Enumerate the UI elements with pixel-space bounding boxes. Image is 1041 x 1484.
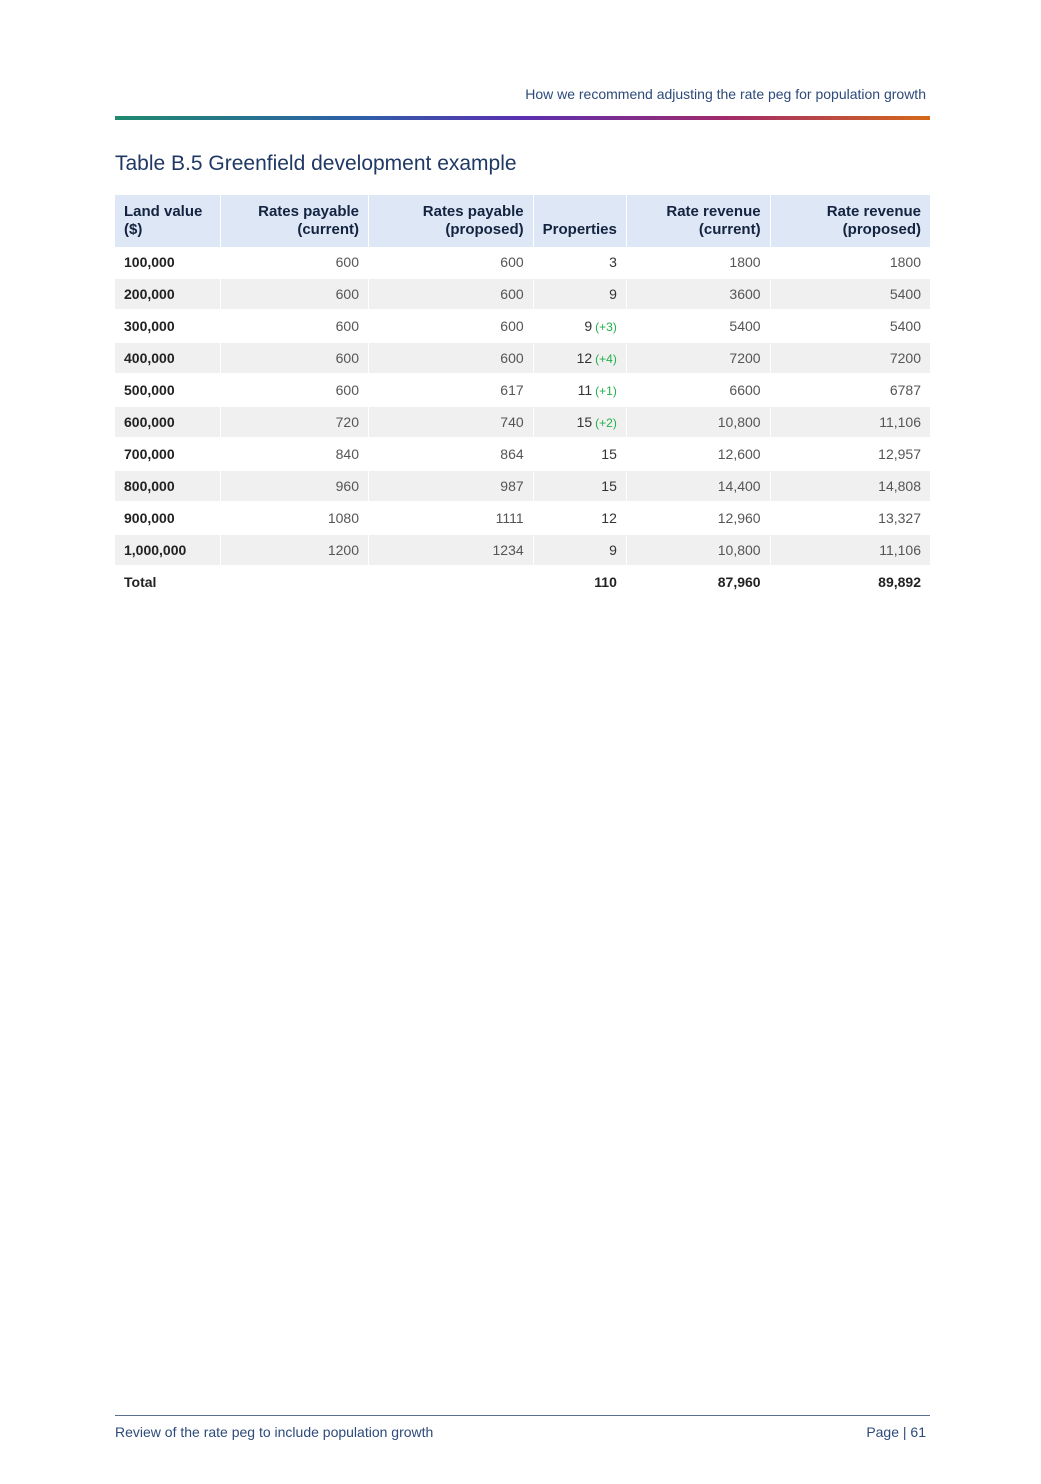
greenfield-table <box>115 195 930 599</box>
land-value-cell: 400,000 <box>115 342 221 374</box>
total-empty-cell <box>221 566 369 598</box>
properties-count: 9 <box>609 542 617 558</box>
table-row <box>115 406 930 438</box>
land-value-cell: 1,000,000 <box>115 534 221 566</box>
properties-cell <box>533 278 626 310</box>
properties-cell <box>533 534 626 566</box>
footer-document-title: Review of the rate peg to include population growth <box>115 1424 434 1440</box>
land-value-cell: 800,000 <box>115 470 221 502</box>
revenue-current-cell: 1800 <box>626 247 770 278</box>
footer-rule <box>115 1415 930 1416</box>
revenue-proposed-cell: 6787 <box>770 374 930 406</box>
revenue-proposed-cell: 11,106 <box>770 534 930 566</box>
rates-current-cell: 720 <box>221 406 369 438</box>
header-gradient-rule <box>115 116 930 120</box>
properties-count: 9 <box>584 318 593 334</box>
rates-current-cell: 1200 <box>221 534 369 566</box>
revenue-proposed-cell: 14,808 <box>770 470 930 502</box>
rates-current-cell: 840 <box>221 438 369 470</box>
rates-proposed-cell: 600 <box>369 342 534 374</box>
properties-count: 9 <box>609 286 617 302</box>
col-header-revenue-current: Rate revenue (current) <box>626 195 770 247</box>
rates-current-cell: 960 <box>221 470 369 502</box>
land-value-cell: 200,000 <box>115 278 221 310</box>
rates-current-cell: 600 <box>221 278 369 310</box>
rates-current-cell: 600 <box>221 310 369 342</box>
rates-proposed-cell: 600 <box>369 278 534 310</box>
revenue-current-cell: 10,800 <box>626 534 770 566</box>
rates-current-cell: 1080 <box>221 502 369 534</box>
land-value-cell: 600,000 <box>115 406 221 438</box>
revenue-current-cell: 12,600 <box>626 438 770 470</box>
properties-cell <box>533 374 626 406</box>
land-value-cell: 100,000 <box>115 247 221 278</box>
table-row <box>115 502 930 534</box>
table-row <box>115 374 930 406</box>
table-row <box>115 310 930 342</box>
col-header-rates-current: Rates payable (current) <box>221 195 369 247</box>
revenue-proposed-cell: 12,957 <box>770 438 930 470</box>
revenue-proposed-cell: 13,327 <box>770 502 930 534</box>
properties-count: 11 <box>577 382 593 398</box>
properties-count: 15 <box>601 478 617 494</box>
rates-proposed-cell: 864 <box>369 438 534 470</box>
footer-page-number: Page | 61 <box>866 1424 926 1440</box>
table-row <box>115 438 930 470</box>
table-header-row <box>115 195 930 247</box>
col-header-revenue-proposed: Rate revenue (proposed) <box>770 195 930 247</box>
rates-proposed-cell: 617 <box>369 374 534 406</box>
properties-cell <box>533 310 626 342</box>
total-row <box>115 566 930 598</box>
col-header-land-value: Land value ($) <box>115 195 221 247</box>
revenue-proposed-cell: 7200 <box>770 342 930 374</box>
rates-proposed-cell: 987 <box>369 470 534 502</box>
rates-current-cell: 600 <box>221 374 369 406</box>
land-value-cell: 300,000 <box>115 310 221 342</box>
properties-delta: (+2) <box>595 416 617 430</box>
properties-cell <box>533 470 626 502</box>
land-value-cell: 700,000 <box>115 438 221 470</box>
properties-delta: (+3) <box>595 320 617 334</box>
properties-delta: (+1) <box>595 384 617 398</box>
revenue-current-cell: 14,400 <box>626 470 770 502</box>
properties-cell <box>533 438 626 470</box>
total-empty-cell <box>369 566 534 598</box>
revenue-proposed-cell: 11,106 <box>770 406 930 438</box>
table-row <box>115 278 930 310</box>
rates-proposed-cell: 600 <box>369 310 534 342</box>
revenue-current-cell: 12,960 <box>626 502 770 534</box>
properties-cell <box>533 406 626 438</box>
table-title: Table B.5 Greenfield development example <box>115 152 517 175</box>
revenue-current-cell: 10,800 <box>626 406 770 438</box>
rates-current-cell: 600 <box>221 342 369 374</box>
col-header-properties: Properties <box>533 195 626 247</box>
land-value-cell: 900,000 <box>115 502 221 534</box>
total-revenue-current: 87,960 <box>626 566 770 598</box>
properties-delta: (+4) <box>595 352 617 366</box>
total-label: Total <box>115 566 221 598</box>
properties-cell <box>533 247 626 278</box>
table-row <box>115 247 930 278</box>
total-properties: 110 <box>533 566 626 598</box>
properties-count: 15 <box>601 446 617 462</box>
properties-count: 3 <box>609 254 617 270</box>
table-body <box>115 247 930 598</box>
table-row <box>115 342 930 374</box>
properties-count: 12 <box>601 510 617 526</box>
rates-current-cell: 600 <box>221 247 369 278</box>
table-row <box>115 470 930 502</box>
revenue-proposed-cell: 5400 <box>770 278 930 310</box>
rates-proposed-cell: 1234 <box>369 534 534 566</box>
table-row <box>115 534 930 566</box>
land-value-cell: 500,000 <box>115 374 221 406</box>
revenue-current-cell: 3600 <box>626 278 770 310</box>
rates-proposed-cell: 740 <box>369 406 534 438</box>
revenue-current-cell: 5400 <box>626 310 770 342</box>
properties-cell <box>533 342 626 374</box>
rates-proposed-cell: 1111 <box>369 502 534 534</box>
revenue-current-cell: 6600 <box>626 374 770 406</box>
properties-cell <box>533 502 626 534</box>
revenue-proposed-cell: 1800 <box>770 247 930 278</box>
revenue-proposed-cell: 5400 <box>770 310 930 342</box>
revenue-current-cell: 7200 <box>626 342 770 374</box>
properties-count: 12 <box>576 350 593 366</box>
rates-proposed-cell: 600 <box>369 247 534 278</box>
total-revenue-proposed: 89,892 <box>770 566 930 598</box>
col-header-rates-proposed: Rates payable (proposed) <box>369 195 534 247</box>
properties-count: 15 <box>576 414 593 430</box>
running-header: How we recommend adjusting the rate peg for population growth <box>525 86 926 102</box>
